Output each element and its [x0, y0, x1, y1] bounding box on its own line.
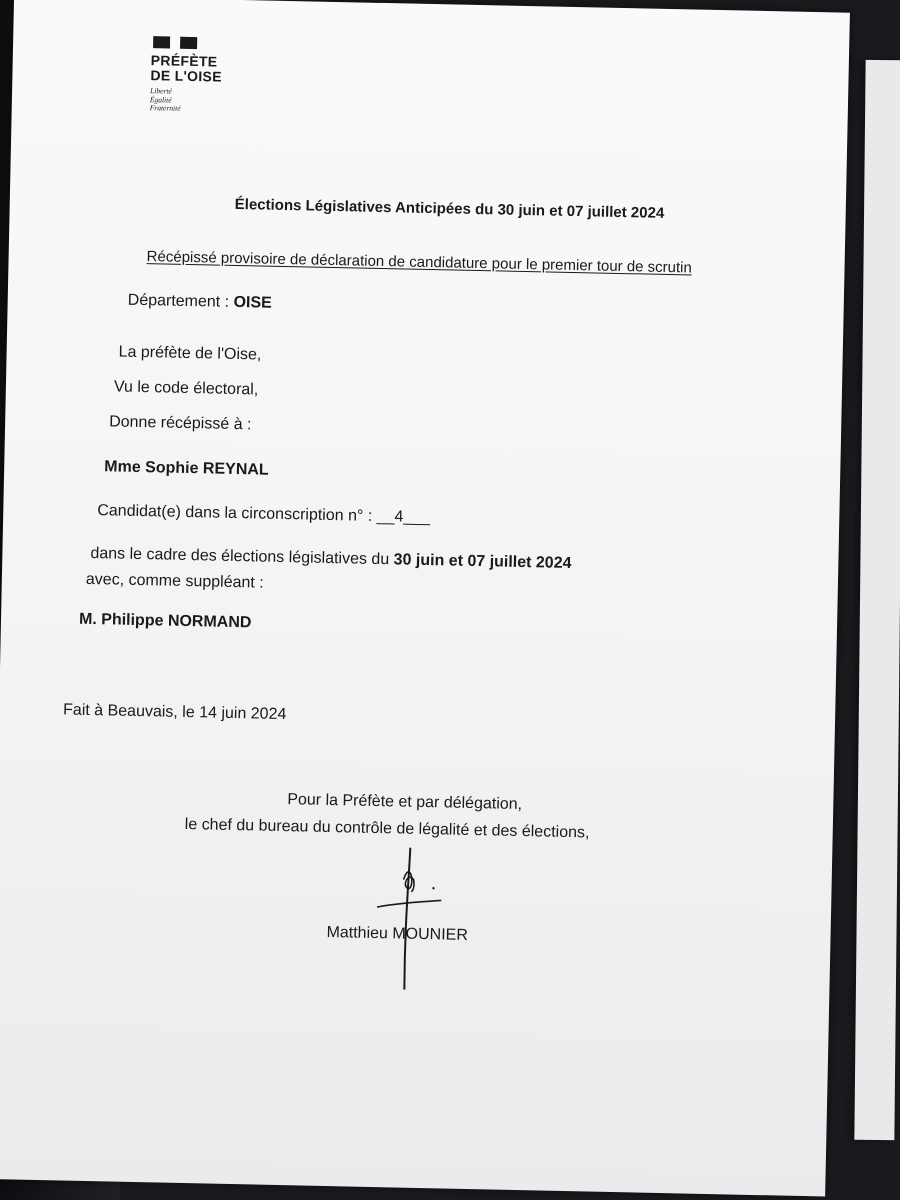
cadre-dates: 30 juin et 07 juillet 2024 — [393, 551, 572, 573]
donne-recepisse-line: Donne récépissé à : — [109, 413, 252, 434]
suppleant-label: avec, comme suppléant : — [85, 570, 264, 592]
place-date: Fait à Beauvais, le 14 juin 2024 — [62, 701, 287, 724]
circonscription-value: __4___ — [376, 507, 431, 527]
marianne-flag-icon — [153, 36, 197, 49]
department-line — [128, 292, 272, 313]
organization-name: PRÉFÈTE DE L'OISE — [150, 52, 222, 85]
suppleant-name: M. Philippe NORMAND — [78, 610, 252, 632]
background-sheet — [854, 60, 900, 1140]
circonscription-line — [97, 502, 430, 527]
cadre-prefix: dans le cadre des élections législatives du — [90, 544, 390, 569]
cadre-line — [90, 545, 571, 573]
circonscription-label: Candidat(e) dans la circonscription n° : — [97, 502, 373, 525]
department-label: Département : — [127, 291, 230, 311]
department-value: OISE — [233, 293, 272, 312]
prefete-line: La préfète de l'Oise, — [118, 343, 262, 364]
delegation-line: Pour la Préfète et par délégation, — [287, 791, 523, 814]
prefecture-logo — [150, 36, 223, 114]
code-electoral-line: Vu le code électoral, — [113, 378, 259, 399]
office-line: le chef du bureau du contrôle de légalité et des élections, — [184, 816, 590, 842]
candidate-name: Mme Sophie REYNAL — [104, 458, 269, 479]
republic-motto: Liberté Égalité Fraternité — [149, 86, 181, 113]
handwritten-signature — [373, 843, 446, 994]
document-subtitle: Récépissé provisoire de déclaration de candidature pour le premier tour de scrutin — [146, 248, 693, 277]
document-title: Élections Législatives Anticipées du 30 juin et 07 juillet 2024 — [234, 195, 665, 222]
signer-name: Matthieu MOUNIER — [326, 923, 469, 944]
